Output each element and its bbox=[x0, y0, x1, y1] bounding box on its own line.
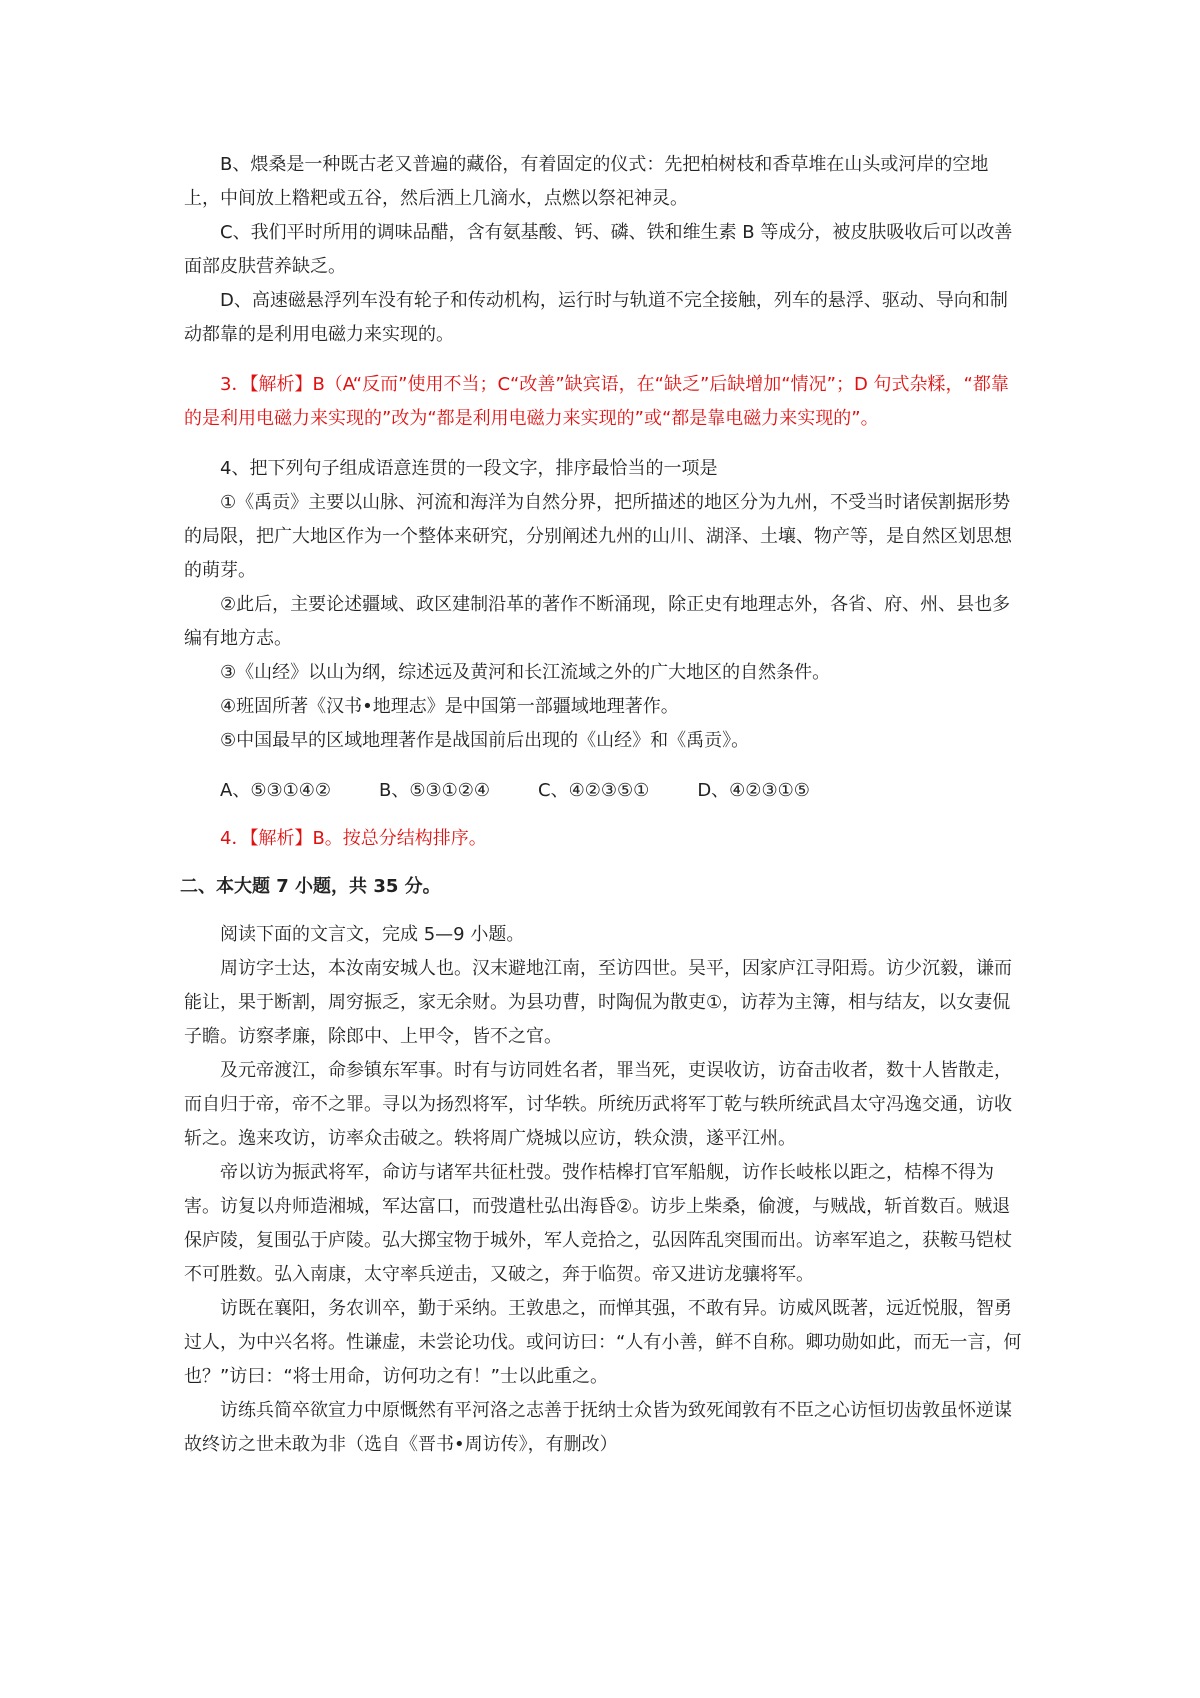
choice-d: D、④②③①⑤ bbox=[697, 780, 810, 801]
passage-paragraph-4: 访既在襄阳，务农训卒，勤于采纳。王敦患之，而惮其强，不敢有异。访威风既著，远近悦服，智勇过人，为中兴名将。性谦虚，未尝论功伐。或问访曰：“人有小善，鲜不自称。卿功勋如此，而无一言，何也？”访曰：“将士用命，访何功之有！”士以此重之。 bbox=[184, 1298, 1022, 1387]
answer-3-analysis: 3．【解析】B（A“反而”使用不当；C“改善”缺宾语，在“缺乏”后缺增加“情况”；D 句式杂糅，“都靠的是利用电磁力来实现的”改为“都是利用电磁力来实现的”或“都是靠电磁力来实现的”。 bbox=[184, 374, 1009, 429]
sentence-3: ③《山经》以山为纲，综述远及黄河和长江流域之外的广大地区的自然条件。 bbox=[220, 662, 831, 683]
passage-paragraph-2: 及元帝渡江，命参镇东军事。时有与访同姓名者，罪当死，吏误收访，访奋击收者，数十人皆散走，而自归于帝，帝不之罪。寻以为扬烈将军，讨华轶。所统历武将军丁乾与轶所统武昌太守冯逸交通，访收斩之。逸来攻访，访率众击破之。轶将周广烧城以应访，轶众溃，遂平江州。 bbox=[184, 1060, 1012, 1149]
choice-a: A、⑤③①④② bbox=[220, 780, 331, 801]
sentence-1: ①《禹贡》主要以山脉、河流和海洋为自然分界，把所描述的地区分为九州，不受当时诸侯割据形势的局限，把广大地区作为一个整体来研究，分别阐述九州的山川、湖泽、土壤、物产等，是自然区划思想的萌芽。 bbox=[184, 492, 1012, 581]
passage-paragraph-5: 访练兵简卒欲宣力中原慨然有平河洛之志善于抚纳士众皆为致死闻敦有不臣之心访恒切齿敦虽怀逆谋故终访之世未敢为非（选自《晋书•周访传》，有删改） bbox=[184, 1400, 1012, 1455]
section-2-heading: 二、本大题 7 小题，共 35 分。 bbox=[180, 876, 441, 897]
passage-intro: 阅读下面的文言文，完成 5—9 小题。 bbox=[220, 924, 525, 945]
sentence-4: ④班固所著《汉书•地理志》是中国第一部疆域地理著作。 bbox=[220, 696, 679, 717]
document-page bbox=[180, 148, 1024, 1462]
question-4-stem: 4、把下列句子组成语意连贯的一段文字，排序最恰当的一项是 bbox=[220, 458, 718, 479]
option-d-text: D、高速磁悬浮列车没有轮子和传动机构，运行时与轨道不完全接触，列车的悬浮、驱动、导向和制动都靠的是利用电磁力来实现的。 bbox=[184, 290, 1008, 345]
choice-b: B、⑤③①②④ bbox=[379, 780, 491, 801]
passage-paragraph-3: 帝以访为振武将军，命访与诸军共征杜弢。弢作桔槔打官军船舰，访作长岐枨以距之，桔槔不得为害。访复以舟师造湘城，军达富口，而弢遣杜弘出海昏②。访步上柴桑，偷渡，与贼战，斩首数百。贼退保庐陵，复围弘于庐陵。弘大掷宝物于城外，军人竞拾之，弘因阵乱突围而出。访率军追之，获鞍马铠杖不可胜数。弘入南康，太守率兵逆击，又破之，奔于临贺。帝又进访龙骧将军。 bbox=[184, 1162, 1012, 1285]
sentence-5: ⑤中国最早的区域地理著作是战国前后出现的《山经》和《禹贡》。 bbox=[220, 730, 750, 751]
option-c-text: C、我们平时所用的调味品醋，含有氨基酸、钙、磷、铁和维生素 B 等成分，被皮肤吸收后可以改善面部皮肤营养缺乏。 bbox=[184, 222, 1013, 277]
choice-c: C、④②③⑤① bbox=[538, 780, 650, 801]
sentence-2: ②此后，主要论述疆域、政区建制沿革的著作不断涌现，除正史有地理志外，各省、府、州、县也多编有地方志。 bbox=[184, 594, 1011, 649]
passage-paragraph-1: 周访字士达，本汝南安城人也。汉末避地江南，至访四世。吴平，因家庐江寻阳焉。访少沉毅，谦而能让，果于断割，周穷振乏，家无余财。为县功曹，时陶侃为散吏①，访荐为主簿，相与结友，以女妻侃子瞻。访察孝廉，除郎中、上甲令，皆不之官。 bbox=[184, 958, 1012, 1047]
answer-4-analysis: 4．【解析】B。按总分结构排序。 bbox=[220, 828, 487, 849]
question-4-choices bbox=[184, 774, 1024, 808]
option-b-text: B、煨桑是一种既古老又普遍的藏俗，有着固定的仪式：先把柏树枝和香草堆在山头或河岸的空地上，中间放上糌粑或五谷，然后洒上几滴水，点燃以祭祀神灵。 bbox=[184, 154, 989, 209]
